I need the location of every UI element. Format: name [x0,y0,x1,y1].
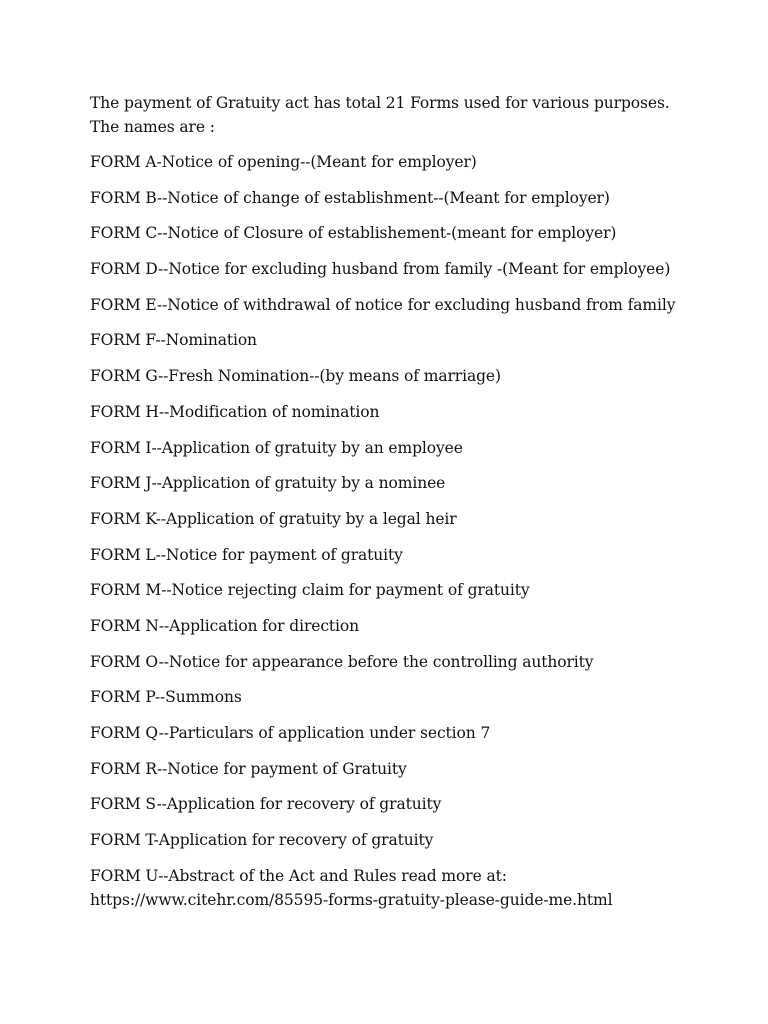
form-k-item: FORM K--Application of gratuity by a legal heir [90,509,457,528]
source-url: https://www.citehr.com/85595-forms-gratuity-please-guide-me.html [90,890,613,909]
form-u-text: FORM U--Abstract of the Act and Rules read more at: [90,866,507,885]
form-o-item: FORM O--Notice for appearance before the controlling authority [90,652,594,671]
form-p-item: FORM P--Summons [90,688,242,707]
form-n-item: FORM N--Application for direction [90,616,360,635]
form-i-item: FORM I--Application of gratuity by an employee [90,438,463,457]
form-u-item [90,864,690,912]
forms-list [90,150,690,912]
form-l-item: FORM L--Notice for payment of gratuity [90,545,403,564]
form-d-item: FORM D--Notice for excluding husband from family -(Meant for employee) [90,260,671,279]
form-s-item: FORM S--Application for recovery of gratuity [90,795,442,814]
document-page [90,91,690,923]
intro-paragraph: The payment of Gratuity act has total 21 Forms used for various purposes. The names are : [90,94,670,136]
form-h-item: FORM H--Modification of nomination [90,402,380,421]
form-j-item: FORM J--Application of gratuity by a nominee [90,474,446,493]
form-t-item: FORM T-Application for recovery of gratuity [90,831,434,850]
form-e-item: FORM E--Notice of withdrawal of notice for excluding husband from family [90,295,676,314]
form-b-item: FORM B--Notice of change of establishment--(Meant for employer) [90,188,610,207]
form-g-item: FORM G--Fresh Nomination--(by means of marriage) [90,367,501,386]
form-a-item: FORM A-Notice of opening--(Meant for employer) [90,153,477,171]
form-r-item: FORM R--Notice for payment of Gratuity [90,759,407,778]
form-m-item: FORM M--Notice rejecting claim for payment of gratuity [90,581,530,600]
form-q-item: FORM Q--Particulars of application under section 7 [90,724,491,742]
form-c-item: FORM C--Notice of Closure of establishement-(meant for employer) [90,224,617,243]
form-f-item: FORM F--Nomination [90,331,257,350]
